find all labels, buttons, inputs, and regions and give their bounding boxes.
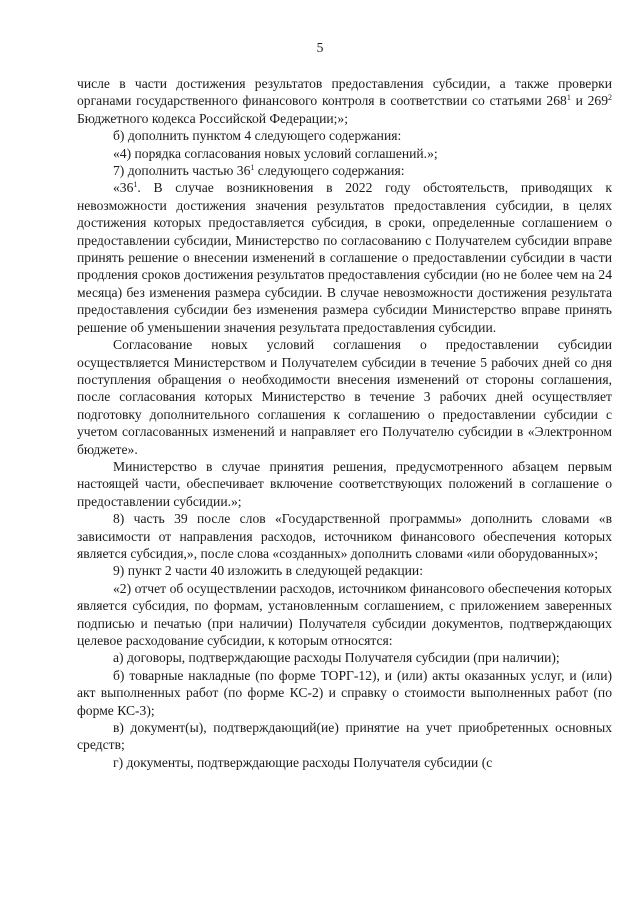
paragraph-text: а) договоры, подтверждающие расходы Получателя субсидии (при наличии);	[113, 650, 560, 666]
paragraph	[77, 649, 612, 666]
paragraph	[77, 127, 612, 144]
paragraph-text: следующего содержания:	[254, 163, 405, 179]
paragraph	[77, 510, 612, 562]
paragraph-text: Согласование новых условий соглашения о предоставлении субсидии осуществляется Министерством и Получателем субсидии в течение 5 рабочих дней со дня поступления обращения о необходимости внесения изменений от стороны соглашения, после согласования которых Министерство в течение 3 рабочих дней осуществляет подготовку дополнительного соглашения к соглашению о предоставлении субсидии с учетом согласованных изменений и направляет его Получателю субсидии в «Электронном бюджете».	[77, 337, 612, 457]
paragraph	[77, 75, 612, 127]
paragraph-text: Бюджетного кодекса Российской Федерации;»;	[77, 110, 348, 126]
paragraph-text: в) документ(ы), подтверждающий(ие) принятие на учет приобретенных основных средств;	[77, 720, 612, 753]
paragraph-text: г) документы, подтверждающие расходы Получателя субсидии (с	[113, 754, 493, 770]
paragraph-text: числе в части достижения результатов предоставления субсидии, а также проверки органами государственного финансового контроля в соответствии со статьями 268	[77, 76, 612, 109]
paragraph	[77, 179, 612, 336]
superscript: 1	[566, 93, 571, 103]
paragraph-text: «36	[113, 180, 134, 196]
paragraph	[77, 754, 612, 771]
page-number: 5	[316, 40, 324, 55]
paragraph-text: . В случае возникновения в 2022 году обстоятельств, приводящих к невозможности достижения значения результатов предоставления субсидии, в целях достижения которых предоставляется субсидия, в сроки, определенные соглашением о предоставлении субсидии, Министерство по согласованию с Получателем субсидии вправе принять решение о внесении изменений в соглашение о предоставлении субсидии в части продления сроков достижения результатов предоставления субсидии (но не более чем на 24 месяца) без изменения размера субсидии. В случае невозможности достижения результата предоставления субсидии без изменения размера субсидии Министерство вправе принять решение об уменьшении значения результата предоставления субсидии.	[77, 180, 612, 335]
superscript: 2	[608, 93, 613, 103]
paragraph	[77, 162, 612, 179]
document-body	[77, 75, 612, 771]
paragraph-text: и 269	[570, 93, 609, 109]
paragraph-text: 7) дополнить частью 36	[113, 163, 251, 179]
superscript: 1	[133, 180, 138, 190]
paragraph	[77, 580, 612, 650]
paragraph	[77, 562, 612, 579]
paragraph-text: «4) порядка согласования новых условий соглашений.»;	[113, 145, 438, 161]
paragraph	[77, 145, 612, 162]
paragraph	[77, 336, 612, 458]
paragraph-text: б) товарные накладные (по форме ТОРГ-12), и (или) акты оказанных услуг, и (или) акт выполненных работ (по форме КС-2) и справку о стоимости выполненных работ (по форме КС-3);	[77, 667, 612, 718]
paragraph-text: б) дополнить пунктом 4 следующего содержания:	[113, 128, 402, 144]
paragraph	[77, 667, 612, 719]
paragraph-text: «2) отчет об осуществлении расходов, источником финансового обеспечения которых является субсидия, по формам, установленным соглашением, с приложением заверенных подписью и печатью (при наличии) Получателя субсидии документов, подтверждающих целевое расходование субсидии, к которым относятся:	[77, 580, 612, 648]
paragraph	[77, 719, 612, 754]
paragraph-text: Министерство в случае принятия решения, предусмотренного абзацем первым настоящей части, обеспечивает включение соответствующих положений в соглашение о предоставлении субсидии.»;	[77, 458, 612, 509]
paragraph-text: 8) часть 39 после слов «Государственной программы» дополнить словами «в зависимости от направления расходов, источником финансового обеспечения которых является субсидия,», после слова «созданных» дополнить словами «или оборудованных»;	[77, 511, 612, 561]
paragraph	[77, 458, 612, 510]
superscript: 1	[250, 163, 255, 173]
paragraph-text: 9) пункт 2 части 40 изложить в следующей редакции:	[113, 563, 423, 579]
